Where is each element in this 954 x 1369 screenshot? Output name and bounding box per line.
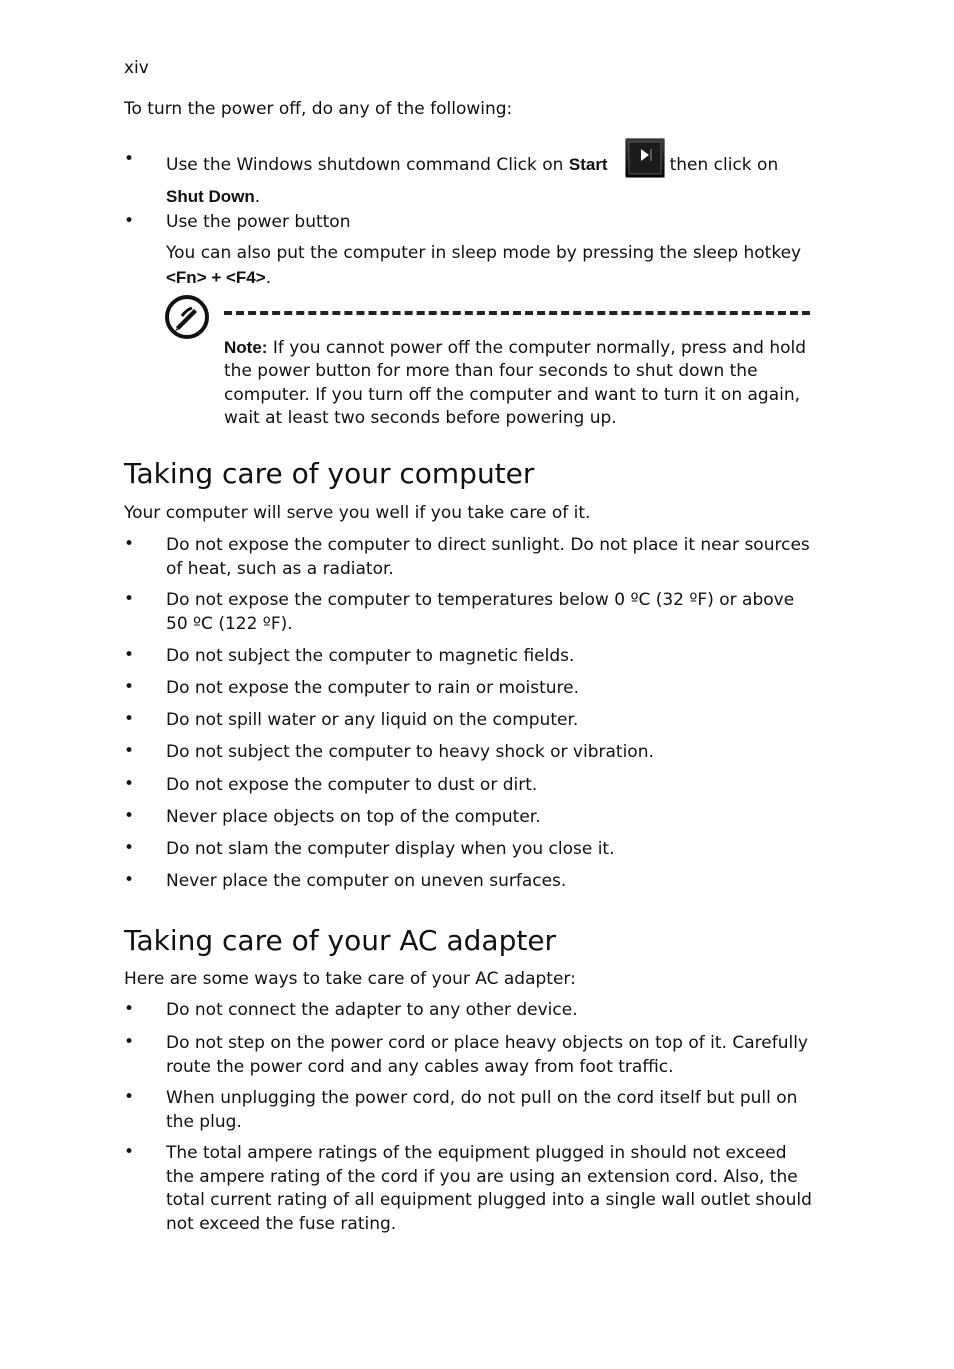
sleep-paragraph — [166, 242, 816, 290]
list-item-text: Do not expose the computer to direct sunlight. Do not place it near sources of heat, such as a radiator. — [166, 535, 810, 579]
list-item-text: Never place the computer on uneven surfaces. — [166, 871, 567, 891]
adapter-care-heading: Taking care of your AC adapter — [124, 924, 557, 957]
bullet: • — [124, 741, 135, 761]
bullet: • — [124, 806, 135, 826]
shut-down-label: Shut Down — [166, 187, 255, 206]
bullet: • — [124, 149, 135, 169]
sleep-period: . — [265, 267, 272, 288]
bullet: • — [124, 589, 135, 609]
bullet: • — [124, 677, 135, 697]
bullet: • — [124, 1087, 135, 1107]
power-off-intro: To turn the power off, do any of the following: — [124, 99, 513, 119]
bullet: • — [124, 999, 135, 1019]
bullet: • — [124, 870, 135, 890]
computer-care-heading: Taking care of your computer — [124, 457, 535, 490]
list-item-text: then click on — [669, 155, 779, 175]
list-item-text: Do not expose the computer to temperatures below 0 ºC (32 ºF) or above 50 ºC (122 ºF). — [166, 590, 795, 634]
list-item-text: Do not subject the computer to magnetic fields. — [166, 646, 575, 666]
list-item-text: Do not expose the computer to dust or dirt. — [166, 775, 538, 795]
list-item-text: Do not step on the power cord or place heavy objects on top of it. Carefully route the power cord and any cables away from foot traffic. — [166, 1033, 808, 1077]
note-pen-icon — [164, 294, 210, 340]
sleep-hotkey: <Fn> + <F4> — [166, 267, 266, 287]
page-number: xiv — [124, 58, 149, 78]
list-item-text: Do not slam the computer display when you close it. — [166, 839, 615, 859]
start-label: Start — [568, 155, 608, 174]
bullet: • — [124, 1142, 135, 1162]
bullet: • — [124, 534, 135, 554]
list-item-text: The total ampere ratings of the equipment plugged in should not exceed the ampere rating of the cord if you are using an extension cord. Also, the total current rating of all equipment plugged into a single wall outlet should not exceed the fuse rating. — [166, 1143, 812, 1234]
start-arrow-icon — [625, 138, 665, 178]
bullet: • — [124, 1032, 135, 1052]
sleep-text: You can also put the computer in sleep mode by pressing the sleep hotkey — [166, 243, 802, 263]
note-block — [224, 336, 814, 430]
computer-care-intro: Your computer will serve you well if you take care of it. — [124, 503, 591, 523]
list-item-text: Use the Windows shutdown command Click on — [166, 155, 569, 175]
list-item-text: Do not subject the computer to heavy shock or vibration. — [166, 742, 654, 762]
list-item-text: . — [254, 187, 261, 207]
list-item-text: Use the power button — [166, 212, 351, 232]
note-text: If you cannot power off the computer normally, press and hold the power button for more than four seconds to shut down the computer. If you turn off the computer and want to turn it on again, wait at least two seconds before powering up. — [224, 338, 807, 428]
note-label: Note: — [224, 338, 268, 357]
list-item-text: Never place objects on top of the computer. — [166, 807, 541, 827]
bullet: • — [124, 645, 135, 665]
bullet: • — [124, 774, 135, 794]
note-divider — [224, 311, 810, 315]
list-item-text: When unplugging the power cord, do not pull on the cord itself but pull on the plug. — [166, 1088, 798, 1132]
list-item-text: Do not spill water or any liquid on the computer. — [166, 710, 579, 730]
bullet: • — [124, 709, 135, 729]
bullet: • — [124, 838, 135, 858]
bullet: • — [124, 211, 135, 231]
list-item-text: Do not expose the computer to rain or moisture. — [166, 678, 579, 698]
list-item-text: Do not connect the adapter to any other device. — [166, 1000, 578, 1020]
adapter-care-intro: Here are some ways to take care of your AC adapter: — [124, 969, 576, 989]
